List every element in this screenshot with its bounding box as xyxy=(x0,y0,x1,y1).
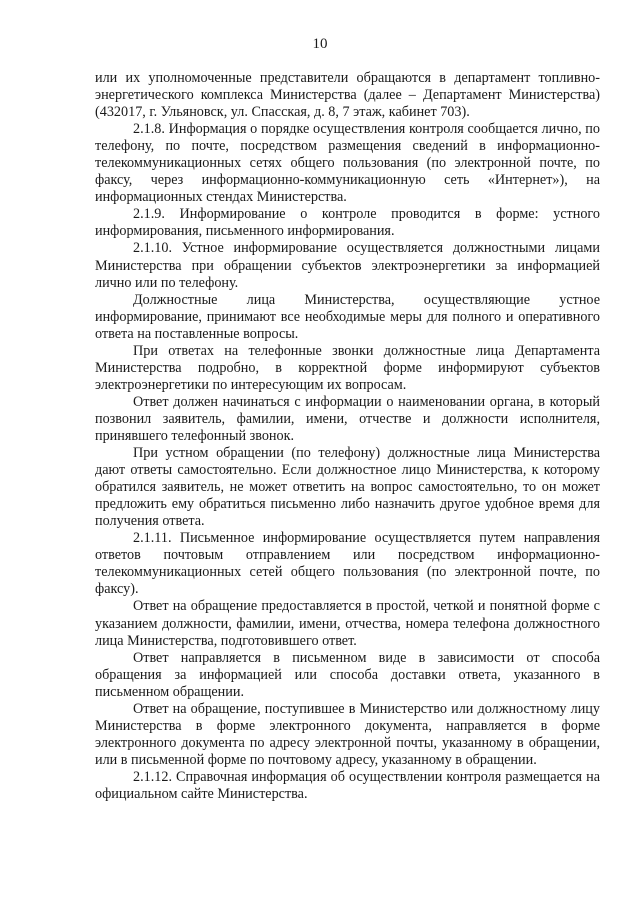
paragraph: При устном обращении (по телефону) должностные лица Министерства дают ответы самостоятельно. Если должностное лицо Министерства, к которому обратился заявитель, не может ответить на вопрос самостоятельно, то он может предложить ему обратиться письменно либо назначить другое удобное время для получения ответа. xyxy=(95,445,600,530)
document-body xyxy=(95,70,600,803)
paragraph: 2.1.9. Информирование о контроле проводится в форме: устного информирования, письменного информирования. xyxy=(95,206,600,240)
paragraph: 2.1.10. Устное информирование осуществляется должностными лицами Министерства при обращении субъектов электроэнергетики за информацией лично или по телефону. xyxy=(95,240,600,291)
paragraph: При ответах на телефонные звонки должностные лица Департамента Министерства подробно, в корректной форме информируют субъектов электроэнергетики по интересующим их вопросам. xyxy=(95,342,600,393)
page-number: 10 xyxy=(312,36,328,52)
paragraph: Ответ направляется в письменном виде в зависимости от способа обращения за информацией или способа доставки ответа, указанного в письменном обращении. xyxy=(95,649,600,700)
paragraph: Ответ на обращение, поступившее в Министерство или должностному лицу Министерства в форме электронного документа, направляется в форме электронного документа по адресу электронной почты, указанному в обращении, или в письменной форме по почтовому адресу, указанному в обращении. xyxy=(95,700,600,768)
paragraph: Должностные лица Министерства, осуществляющие устное информирование, принимают все необходимые меры для полного и оперативного ответа на поставленные вопросы. xyxy=(95,291,600,342)
paragraph: Ответ должен начинаться с информации о наименовании органа, в который позвонил заявитель, фамилии, имени, отчестве и должности исполнителя, принявшего телефонный звонок. xyxy=(95,393,600,444)
paragraph: или их уполномоченные представители обращаются в департамент топливно-энергетического комплекса Министерства (далее – Департамент Министерства) (432017, г. Ульяновск, ул. Спасская, д. 8, 7 этаж, кабинет 703). xyxy=(95,70,600,121)
paragraph: 2.1.11. Письменное информирование осуществляется путем направления ответов почтовым отправлением или посредством информационно-телекоммуникационных сетей общего пользования (по электронной почте, по факсу). xyxy=(95,530,600,598)
paragraph: Ответ на обращение предоставляется в простой, четкой и понятной форме с указанием должности, фамилии, имени, отчества, номера телефона должностного лица Министерства, подготовившего ответ. xyxy=(95,598,600,649)
paragraph: 2.1.12. Справочная информация об осуществлении контроля размещается на официальном сайте Министерства. xyxy=(95,768,600,802)
paragraph: 2.1.8. Информация о порядке осуществления контроля сообщается лично, по телефону, по почте, посредством размещения сведений в информационно-телекоммуникационных сетях общего пользования (по электронной почте, по факсу, через информационно-коммуникационную сеть «Интернет»), на информационных стендах Министерства. xyxy=(95,121,600,206)
